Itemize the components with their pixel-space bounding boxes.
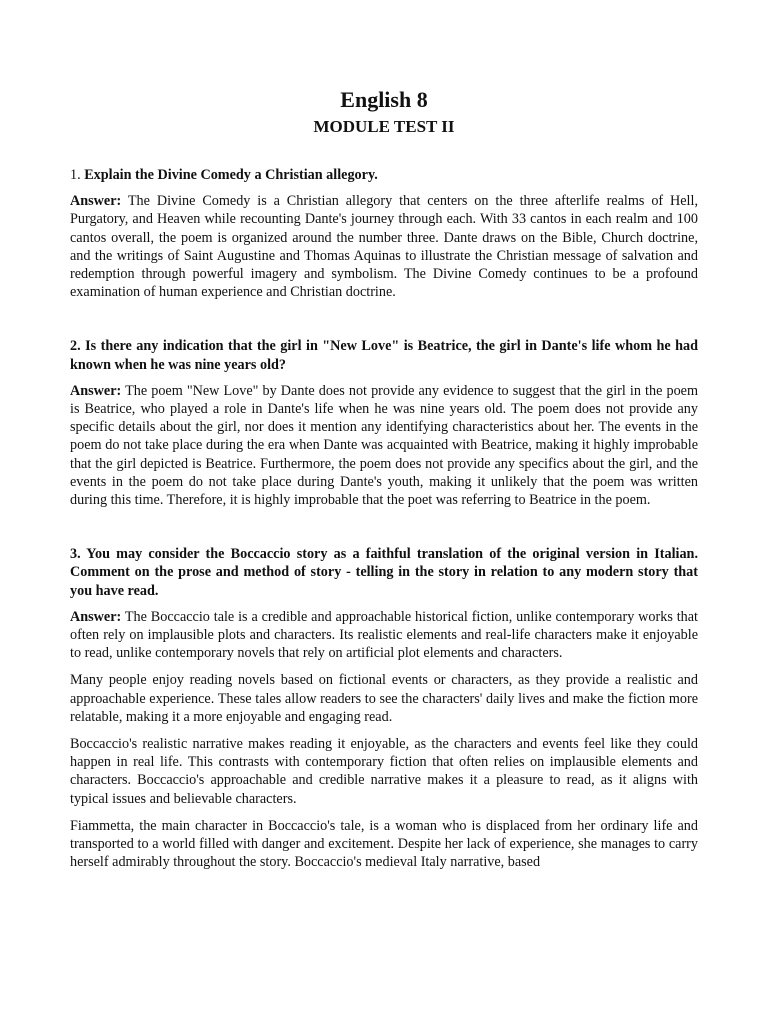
answer-3-paragraph: Many people enjoy reading novels based on fictional events or characters, as they provide a realistic and approachable experience. These tales allow readers to see the characters' daily lives and make the fiction more relatable, making it a more enjoyable and engaging read. (70, 672, 698, 725)
answer-3-text: The Boccaccio tale is a credible and approachable historical fiction, unlike contemporary works that often rely on implausible plots and characters. Its realistic elements and real-life characters make it enjoyable to read, unlike contemporary novels that rely on artificial plot elements and characters. (70, 608, 698, 662)
answer-2-text: The poem "New Love" by Dante does not provide any evidence to suggest that the girl in the poem is Beatrice, who played a role in Dante's life when he was nine years old. The poem does not provide any specific details about the girl, nor does it mention any identifying characteristics about her. The events in the poem do not take place during the era when Dante was acquainted with Beatrice, making it highly improbable that the girl depicted is Beatrice. Furthermore, the poem does not provide any specifics about the girl, and the events in the poem do not take place during Dante's youth, making it unlikely that the poem was written during this time. Therefore, it is highly improbable that the poet was referring to Beatrice in the poem. (70, 382, 699, 509)
page-title: English 8 (340, 87, 428, 112)
answer-3 (70, 608, 698, 663)
answer-3-paragraph: Fiammetta, the main character in Boccaccio's tale, is a woman who is displaced from her ordinary life and transported to a world filled with danger and excitement. Despite her lack of experience, she manages to carry herself admirably throughout the story. Boccaccio's medieval Italy narrative, based (70, 817, 698, 871)
answer-label: Answer: (70, 193, 122, 210)
page-subtitle: MODULE TEST II (313, 117, 455, 136)
document-page (70, 86, 698, 872)
answer-label: Answer: (70, 608, 122, 625)
question-2: 2. Is there any indication that the girl in "New Love" is Beatrice, the girl in Dante's life whom he had known when he was nine years old? (70, 338, 698, 373)
question-1-number: 1. (70, 167, 81, 183)
question-3: 3. You may consider the Boccaccio story as a faithful translation of the original version in Italian. Comment on the prose and method of story - telling in the story in relation to any modern story that you have read. (70, 546, 698, 599)
answer-1 (70, 192, 698, 301)
answer-2 (70, 382, 698, 509)
answer-label: Answer: (70, 382, 122, 399)
answer-1-text: The Divine Comedy is a Christian allegory that centers on the three afterlife realms of Hell, Purgatory, and Heaven while recounting Dante's journey through each. With 33 cantos in each realm and 100 cantos overall, the poem is organized around the number three. Dante draws on the Bible, Church doctrine, and the writings of Saint Augustine and Thomas Aquinas to illustrate the Christian message of salvation and redemption through powerful imagery and symbolism. The Divine Comedy continues to be a profound examination of human experience and Christian doctrine. (70, 193, 698, 301)
answer-3-paragraph: Boccaccio's realistic narrative makes reading it enjoyable, as the characters and events feel like they could happen in real life. This contrasts with contemporary fiction that often relies on implausible elements and characters. Boccaccio's approachable and credible narrative makes it a pleasure to read, as it aligns with typical issues and believable characters. (70, 736, 698, 807)
question-1-text: Explain the Divine Comedy a Christian allegory. (84, 167, 378, 183)
question-1 (70, 166, 698, 184)
